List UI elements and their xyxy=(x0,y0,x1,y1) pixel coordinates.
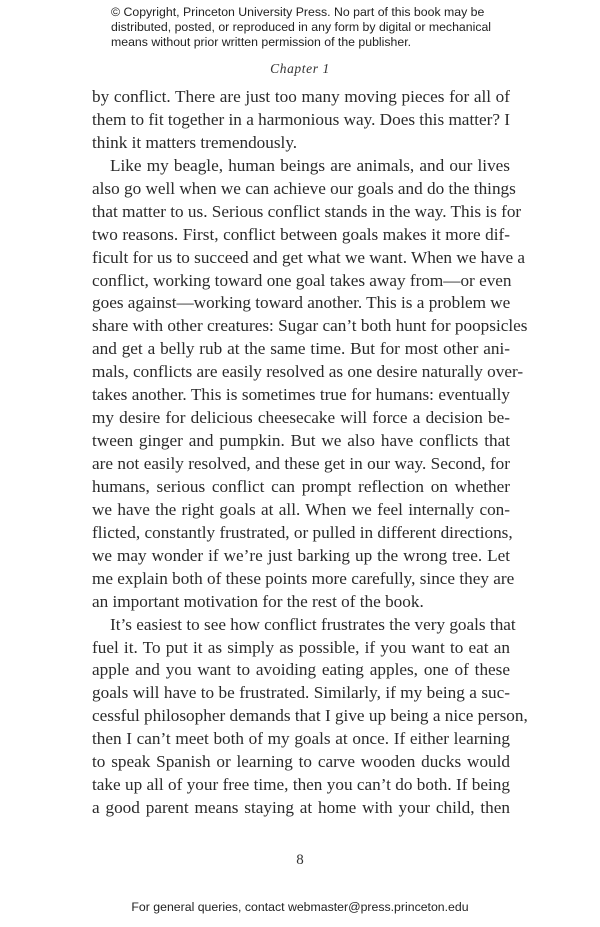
footer-contact-notice: For general queries, contact webmaster@press.princeton.edu xyxy=(131,900,469,914)
text-line: that matter to us. Serious conflict stands in the way. This is for xyxy=(92,201,522,221)
text-line: cessful philosopher demands that I give up being a nice person, xyxy=(92,706,528,726)
text-line: mals, conflicts are easily resolved as one desire naturally over- xyxy=(92,362,524,382)
text-line: then I can’t meet both of my goals at once. If either learning xyxy=(92,729,510,749)
copyright-line: distributed, posted, or reproduced in any form by digital or mechanical xyxy=(111,20,492,34)
text-line: we have the right goals at all. When we feel internally con- xyxy=(92,499,510,519)
page-body-text xyxy=(92,86,528,820)
text-line: we may wonder if we’re just barking up the wrong tree. Let xyxy=(92,545,510,565)
text-line: an important motivation for the rest of the book. xyxy=(92,591,424,611)
text-line: conflict, working toward one goal takes away from—or even xyxy=(92,270,512,290)
page-number: 8 xyxy=(296,852,304,868)
text-line: apple and you want to avoiding eating apples, one of these xyxy=(92,660,510,680)
text-line: fuel it. To put it as simply as possible, if you want to eat an xyxy=(92,637,510,657)
text-line: humans, serious conflict can prompt reflection on whether xyxy=(92,476,510,496)
text-line: my desire for delicious cheesecake will force a decision be- xyxy=(92,408,510,428)
text-line: tween ginger and pumpkin. But we also have conflicts that xyxy=(92,431,510,451)
copyright-line: © Copyright, Princeton University Press. No part of this book may be xyxy=(111,5,485,19)
running-head-chapter: Chapter 1 xyxy=(270,61,330,76)
text-line: two reasons. First, conflict between goals makes it more dif- xyxy=(92,224,510,244)
text-line: take up all of your free time, then you can’t do both. If being xyxy=(92,775,510,795)
text-line: them to fit together in a harmonious way. Does this matter? I xyxy=(92,109,510,129)
text-line: takes another. This is sometimes true for humans: eventually xyxy=(92,385,510,405)
copyright-line: means without prior written permission of the publisher. xyxy=(111,35,412,49)
text-line: Like my beagle, human beings are animals, and our lives xyxy=(110,155,510,175)
text-line: by conflict. There are just too many moving pieces for all of xyxy=(92,87,510,106)
text-line: goes against—working toward another. This is a problem we xyxy=(92,293,511,313)
text-line: a good parent means staying at home with your child, then xyxy=(92,798,510,818)
text-line: are not easily resolved, and these get in our way. Second, for xyxy=(92,454,510,473)
text-line: flicted, constantly frustrated, or pulled in different directions, xyxy=(92,522,513,542)
text-line: think it matters tremendously. xyxy=(92,132,298,152)
text-line: It’s easiest to see how conflict frustrates the very goals that xyxy=(110,614,516,634)
text-line: ficult for us to succeed and get what we want. When we have a xyxy=(92,247,526,267)
text-line: goals will have to be frustrated. Similarly, if my being a suc- xyxy=(92,683,510,703)
text-line: to speak Spanish or learning to carve wooden ducks would xyxy=(92,752,510,772)
text-line: me explain both of these points more carefully, since they are xyxy=(92,568,515,588)
text-line: and get a belly rub at the same time. But for most other ani- xyxy=(92,339,510,359)
text-line: also go well when we can achieve our goals and do the things xyxy=(92,178,516,198)
copyright-notice xyxy=(111,5,511,50)
text-line: share with other creatures: Sugar can’t both hunt for poopsicles xyxy=(92,316,528,336)
